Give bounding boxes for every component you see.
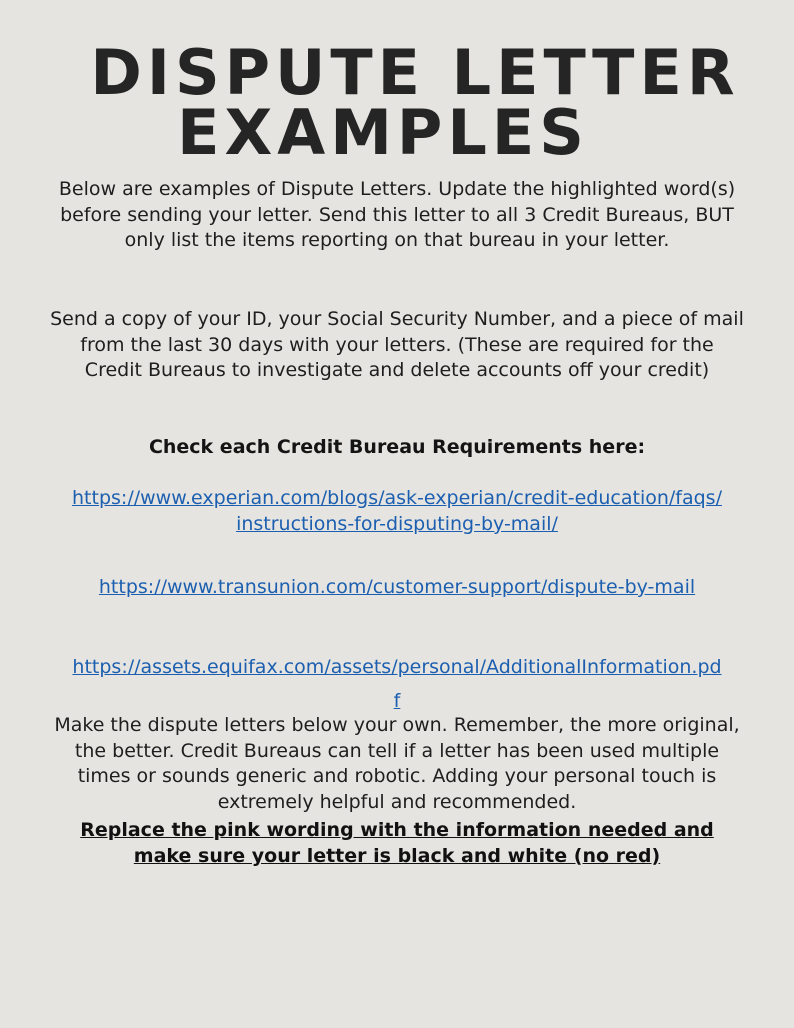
personalize-paragraph: Make the dispute letters below your own. Remember, the more original, the better. Credit Bureaus can tell if a letter has been used multiple times or sounds generic and robotic. Adding your personal touch is extremely helpful and recommended.: [54, 714, 740, 814]
color-instruction-note: Replace the pink wording with the information needed and make sure your letter is black and white (no red): [80, 819, 714, 867]
page-title-line-2: EXAMPLES: [177, 96, 589, 169]
equifax-link[interactable]: https://assets.equifax.com/assets/personal/AdditionalInformation.pdf: [72, 656, 722, 712]
intro-paragraph: Below are examples of Dispute Letters. Update the highlighted word(s) before sending your letter. Send this letter to all 3 Credit Bureaus, BUT only list the items reporting on that bureau in your letter.: [58, 178, 736, 252]
experian-link[interactable]: https://www.experian.com/blogs/ask-experian/credit-education/faqs/instructions-for-disputing-by-mail/: [72, 487, 722, 535]
requirements-paragraph: Send a copy of your ID, your Social Security Number, and a piece of mail from the last 30 days with your letters. (These are required for the Credit Bureaus to investigate and delete accounts off your credit): [50, 308, 744, 382]
bureau-requirements-heading: Check each Credit Bureau Requirements here:: [148, 436, 646, 458]
transunion-link[interactable]: https://www.transunion.com/customer-support/dispute-by-mail: [98, 576, 696, 598]
page-title-line-1: DISPUTE LETTER: [90, 36, 740, 109]
